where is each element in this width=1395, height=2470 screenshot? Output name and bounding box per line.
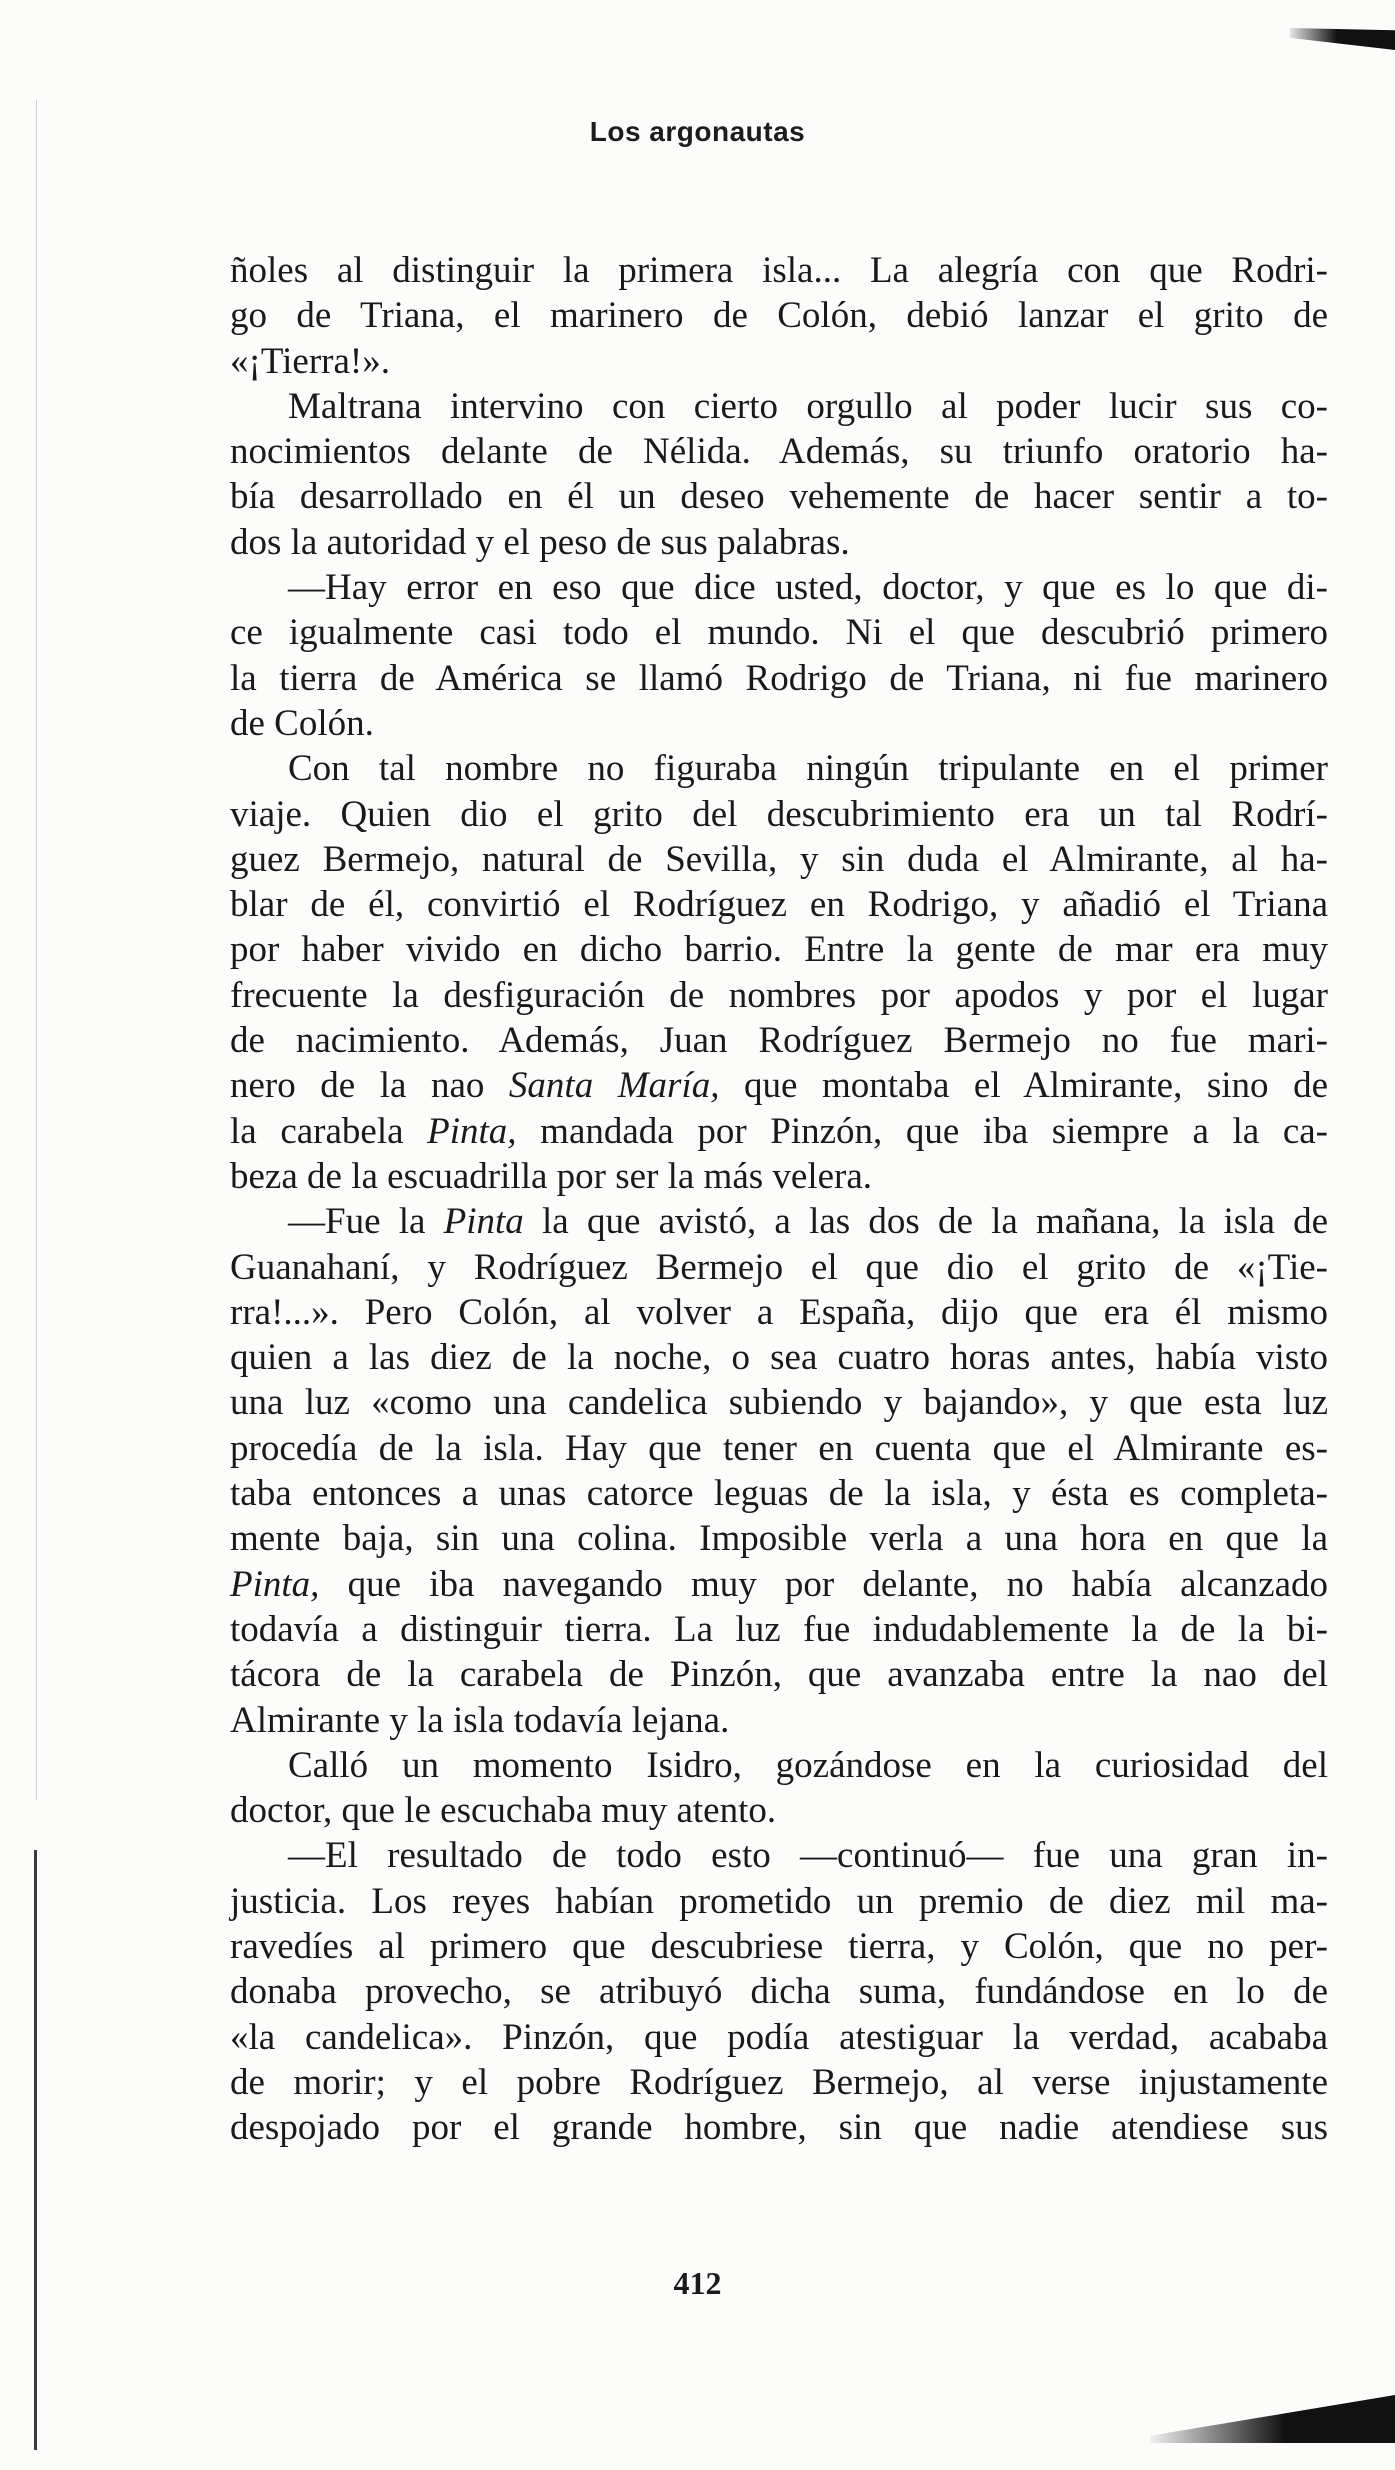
text-line: de Colón. — [230, 702, 374, 744]
text-line: «la candelica». Pinzón, que podía atestiguar la verdad, acababa — [230, 2016, 1328, 2058]
text-line: la tierra de América se llamó Rodrigo de Triana, ni fue marinero — [230, 657, 1328, 699]
text-line: blar de él, convirtió el Rodríguez en Rodrigo, y añadió el Triana — [230, 884, 1328, 926]
text-line: doctor, que le escuchaba muy atento. — [230, 1790, 777, 1832]
text-line: ñoles al distinguir la primera isla... La alegría con que Rodri- — [230, 250, 1328, 291]
text-line: —Fue la Pinta la que avistó, a las dos de la mañana, la isla de — [288, 1201, 1329, 1243]
text-line: guez Bermejo, natural de Sevilla, y sin duda el Almirante, al ha- — [230, 838, 1328, 880]
italic-ship-name: Santa María, — [508, 1065, 720, 1107]
text-line: go de Triana, el marinero de Colón, debió lanzar el grito de — [230, 295, 1328, 337]
text-line: bía desarrollado en él un deseo vehemente de hacer sentir a to- — [230, 476, 1328, 518]
text-line: la carabela Pinta, mandada por Pinzón, que iba siempre a la ca- — [230, 1110, 1328, 1152]
italic-ship-name: Pinta, — [230, 1563, 320, 1605]
scan-edge-binding — [34, 1850, 37, 2450]
page-number: 412 — [673, 2265, 722, 2301]
text-line: mente baja, sin una colina. Imposible verla a una hora en que la — [230, 1518, 1328, 1560]
text-line: todavía a distinguir tierra. La luz fue indudablemente la de la bi- — [230, 1608, 1328, 1650]
text-line: —El resultado de todo esto —continuó— fue una gran in- — [288, 1835, 1328, 1877]
text-line: dos la autoridad y el peso de sus palabras. — [230, 521, 850, 563]
text-line: Guanahaní, y Rodríguez Bermejo el que dio el grito de «¡Tie- — [230, 1246, 1328, 1288]
italic-ship-name: Pinta — [443, 1201, 524, 1243]
text-line: —Hay error en eso que dice usted, doctor, y que es lo que di- — [288, 567, 1328, 609]
text-line: Pinta, que iba navegando muy por delante, no había alcanzado — [230, 1563, 1328, 1605]
text-line: nocimientos delante de Nélida. Además, su triunfo oratorio ha- — [230, 431, 1328, 473]
text-line: una luz «como una candelica subiendo y bajando», y que esta luz — [230, 1382, 1328, 1424]
text-line: procedía de la isla. Hay que tener en cuenta que el Almirante es- — [230, 1427, 1328, 1469]
text-line: rra!...». Pero Colón, al volver a España, dijo que era él mismo — [230, 1291, 1328, 1333]
text-line: de morir; y el pobre Rodríguez Bermejo, al verse injustamente — [230, 2061, 1328, 2103]
text-line: Almirante y la isla todavía lejana. — [230, 1699, 730, 1741]
text-line: despojado por el grande hombre, sin que nadie atendiese sus — [230, 2107, 1328, 2149]
body-text — [230, 248, 1328, 2150]
scan-edge-shadow — [36, 100, 37, 1800]
text-line: taba entonces a unas catorce leguas de la isla, y ésta es completa- — [230, 1473, 1328, 1515]
running-head: Los argonautas — [589, 116, 806, 147]
text-line: donaba provecho, se atribuyó dicha suma, fundándose en lo de — [230, 1971, 1328, 2013]
italic-ship-name: Pinta, — [427, 1110, 517, 1152]
text-line: de nacimiento. Además, Juan Rodríguez Bermejo no fue mari- — [230, 1020, 1328, 1062]
text-line: nero de la nao Santa María, que montaba el Almirante, sino de — [230, 1065, 1329, 1107]
text-line: tácora de la carabela de Pinzón, que avanzaba entre la nao del — [230, 1654, 1328, 1696]
text-line: frecuente la desfiguración de nombres por apodos y por el lugar — [230, 974, 1328, 1016]
scan-corner-mark-top — [1290, 28, 1395, 50]
text-line: Calló un momento Isidro, gozándose en la curiosidad del — [288, 1744, 1328, 1786]
text-line: beza de la escuadrilla por ser la más velera. — [230, 1155, 873, 1197]
text-line: viaje. Quien dio el grito del descubrimiento era un tal Rodrí- — [230, 793, 1328, 835]
text-line: ce igualmente casi todo el mundo. Ni el que descubrió primero — [230, 612, 1328, 654]
text-line: «¡Tierra!». — [230, 340, 390, 382]
text-line: justicia. Los reyes habían prometido un premio de diez mil ma- — [230, 1880, 1328, 1922]
text-line: quien a las diez de la noche, o sea cuatro horas antes, había visto — [230, 1337, 1328, 1379]
scan-corner-mark-bottom — [1150, 2395, 1395, 2443]
text-line: Con tal nombre no figuraba ningún tripulante en el primer — [288, 748, 1328, 790]
text-line: ravedíes al primero que descubriese tierra, y Colón, que no per- — [230, 1925, 1328, 1967]
text-line: Maltrana intervino con cierto orgullo al poder lucir sus co- — [288, 385, 1328, 427]
text-line: por haber vivido en dicho barrio. Entre la gente de mar era muy — [230, 929, 1328, 971]
